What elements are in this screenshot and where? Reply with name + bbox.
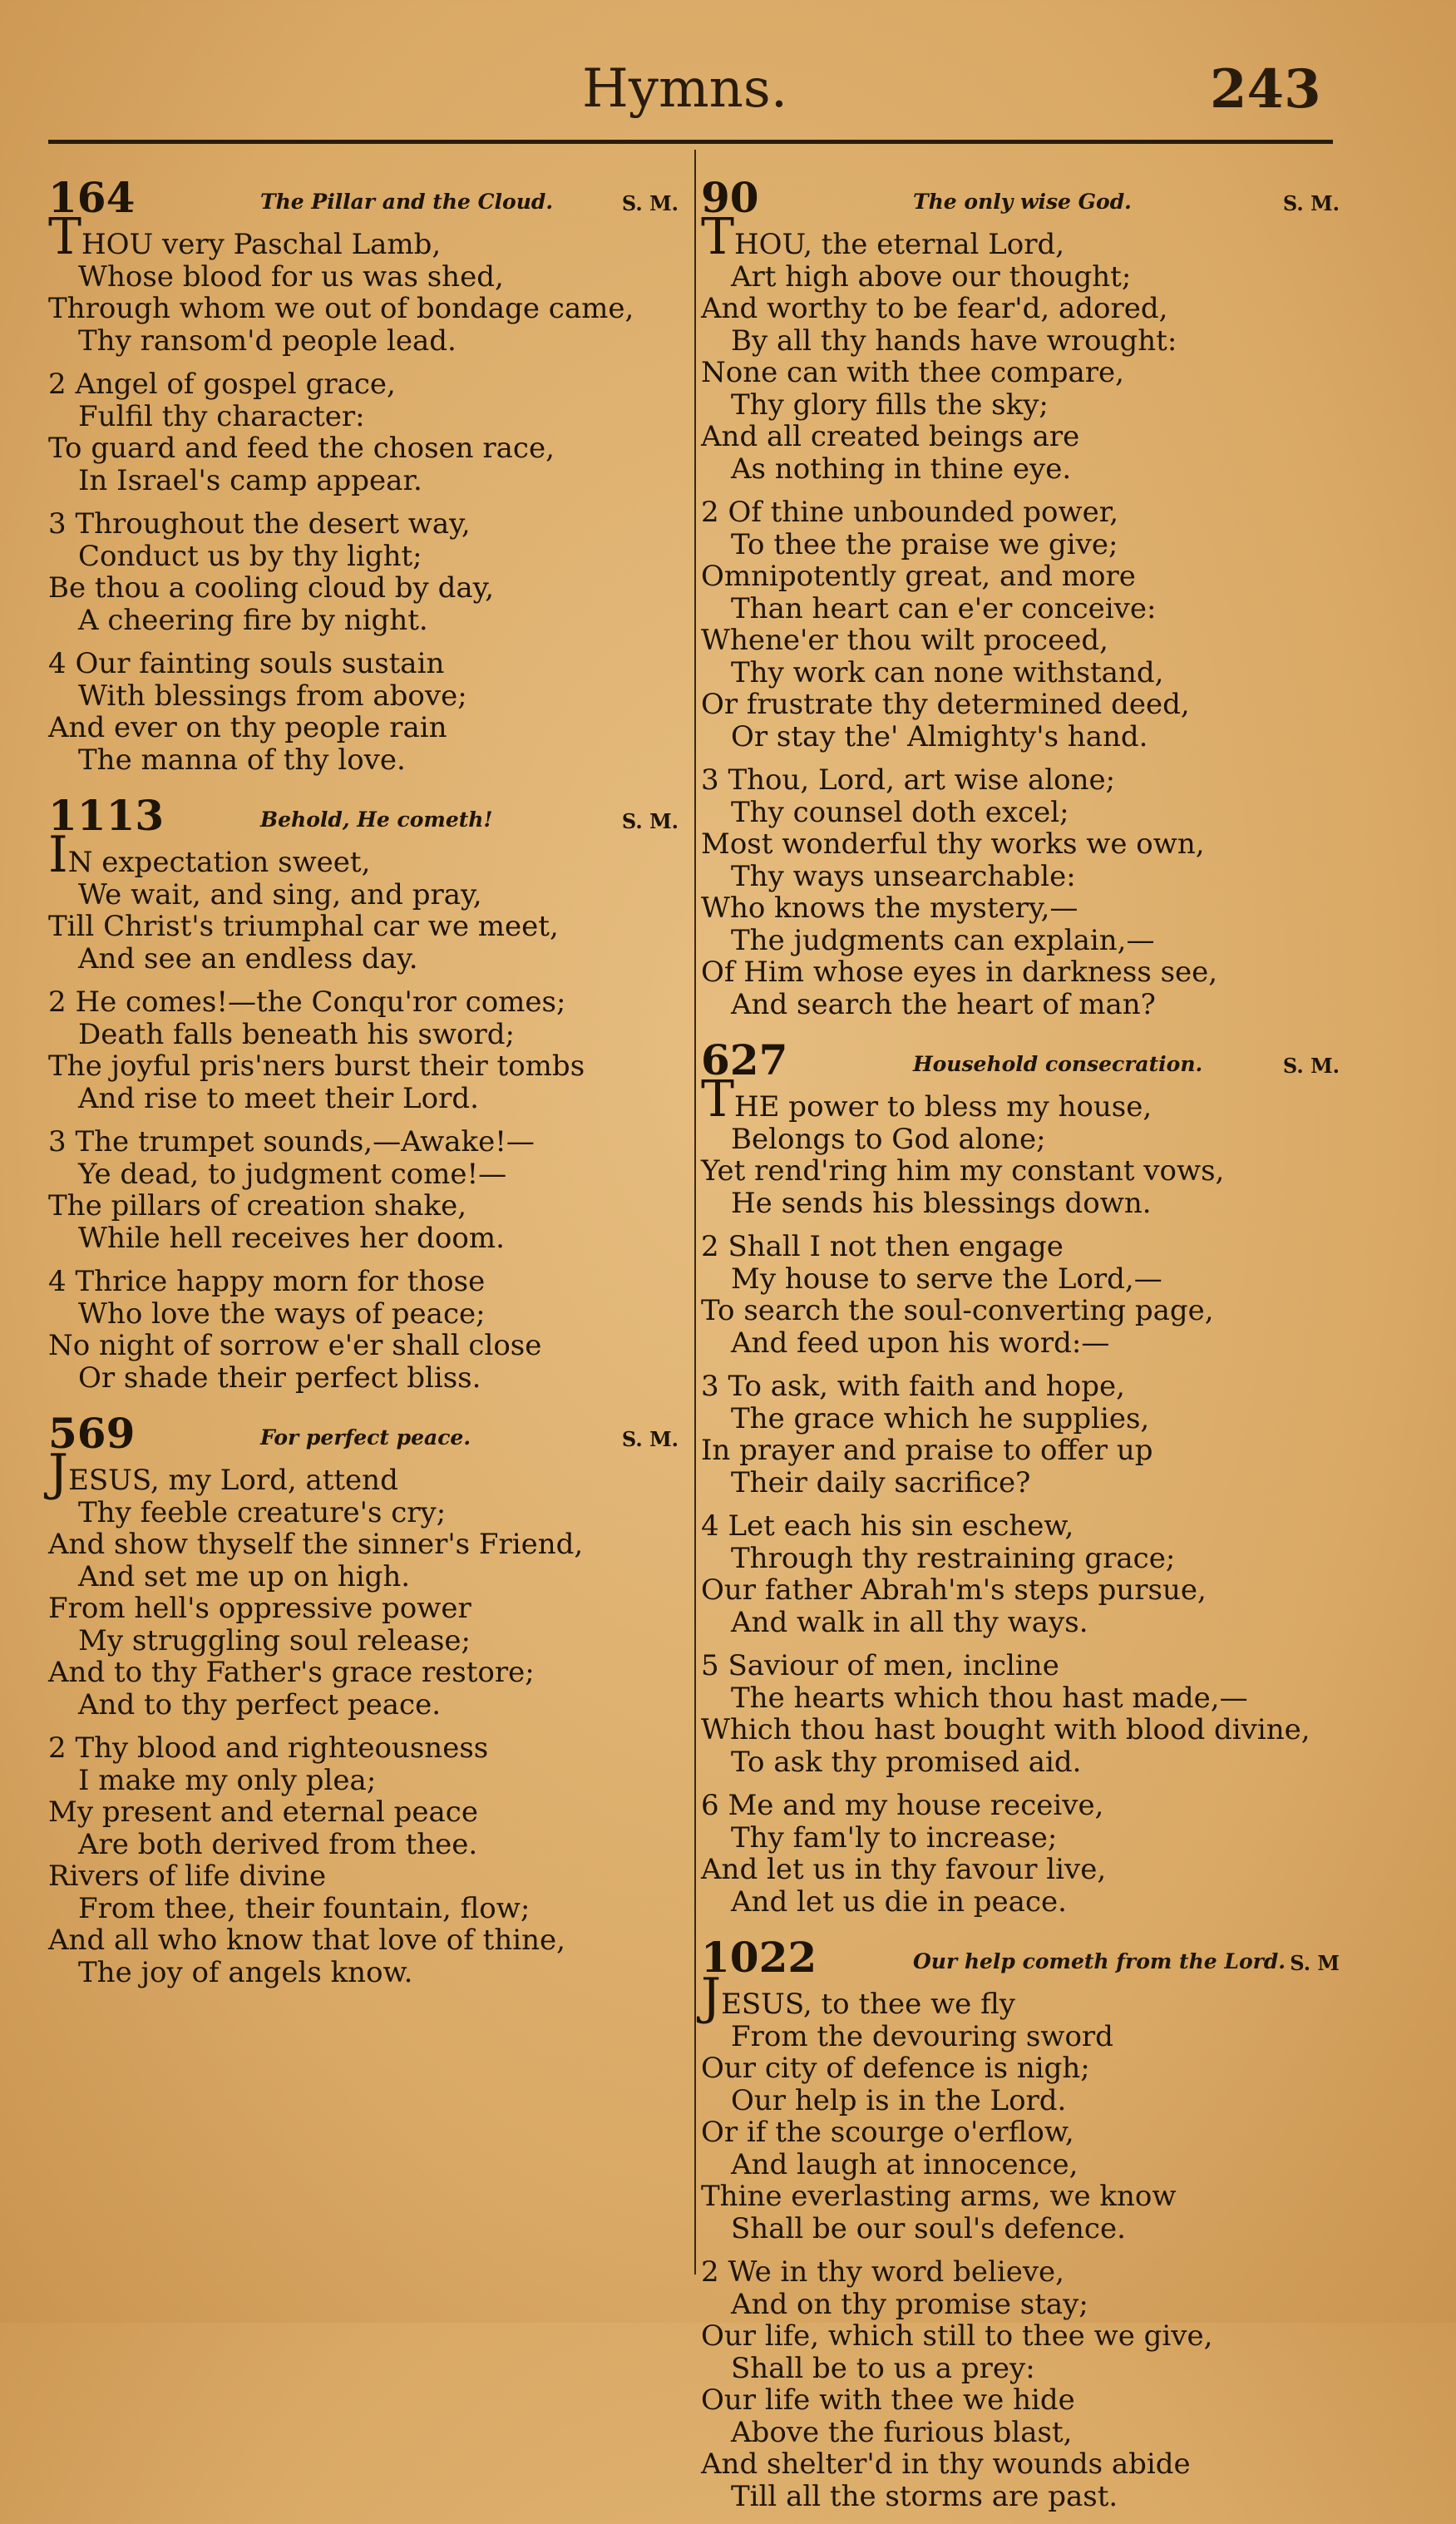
verse-line: Above the furious blast, [731, 2415, 1073, 2449]
column-divider [694, 150, 696, 2275]
verse-line: Rivers of life divine [48, 1860, 327, 1893]
verse-line: Than heart can e'er conceive: [731, 591, 1157, 625]
hymn-stanza [701, 1790, 1341, 1918]
verse-line: In prayer and praise to offer up [701, 1434, 1153, 1467]
verse-line [701, 208, 1341, 266]
verse-line: While hell receives her doom. [78, 1221, 505, 1255]
verse-line: My house to serve the Lord,— [731, 1262, 1162, 1296]
hymn-header [701, 1933, 1341, 1981]
verse-line: Omnipotently great, and more [701, 560, 1136, 593]
verse-line: Who knows the mystery,— [701, 892, 1078, 925]
verse-line: The grace which he supplies, [731, 1401, 1150, 1435]
hymn-number: 1022 [701, 1933, 817, 1982]
verse-line [48, 826, 680, 884]
verse-line: Our life, which still to thee we give, [701, 2319, 1213, 2353]
verse-line: 2 Shall I not then engage [701, 1230, 1064, 1263]
verse-line: And rise to meet their Lord. [78, 1081, 479, 1115]
hymn-title: For perfect peace. [260, 1425, 471, 1450]
hymn-block [48, 1409, 680, 1988]
verse-line: Their daily sacrifice? [731, 1465, 1031, 1499]
hymn-stanza [48, 986, 680, 1114]
verse-line: Thy counsel doth excel; [731, 795, 1069, 829]
hymn-number: 569 [48, 1409, 136, 1458]
verse-line: Our city of defence is nigh; [701, 2052, 1090, 2085]
verse-line: Shall be our soul's defence. [731, 2211, 1126, 2245]
verse-line: None can with thee compare, [701, 356, 1124, 389]
verse-line: And let us die in peace. [731, 1884, 1067, 1919]
page-title: Hymns. [582, 58, 788, 120]
hymn-meter: S. M [1290, 1951, 1340, 1975]
verse-line: 4 Let each his sin eschew, [701, 1509, 1074, 1543]
verse-line: In Israel's camp appear. [78, 463, 422, 497]
hymn-title: The only wise God. [913, 190, 1132, 214]
verse-line [48, 208, 680, 266]
verse-line: Thy feeble creature's cry; [78, 1495, 447, 1529]
hymn-stanza [701, 1650, 1341, 1778]
verse-line: Our life with thee we hide [701, 2383, 1075, 2417]
hymn-meter: S. M. [621, 1427, 679, 1451]
hymn-stanza [701, 1510, 1341, 1638]
verse-line: And let us in thy favour live, [701, 1853, 1107, 1886]
verse-line: Shall be to us a prey: [731, 2351, 1035, 2385]
verse-line: Fulfil thy character: [78, 399, 365, 433]
verse-line: Conduct us by thy light; [78, 539, 422, 573]
verse-line: Our help is in the Lord. [731, 2083, 1067, 2117]
verse-text: ESUS, to thee we fly [721, 1988, 1015, 2021]
verse-line: 2 We in thy word believe, [701, 2255, 1064, 2289]
hymn-stanza [48, 1126, 680, 1254]
verse-line: To ask thy promised aid. [731, 1745, 1082, 1779]
verse-line: Yet rend'ring him my constant vows, [701, 1154, 1225, 1188]
verse-line: My struggling soul release; [78, 1623, 471, 1657]
verse-line: Through thy restraining grace; [731, 1541, 1176, 1575]
verse-line: 2 He comes!—the Conqu'ror comes; [48, 985, 566, 1019]
hymn-stanza [48, 508, 680, 636]
hymn-stanza [48, 1266, 680, 1394]
hymn-stanza [701, 1371, 1341, 1499]
verse-line: The joy of angels know. [78, 1955, 413, 1989]
verse-line: Thine everlasting arms, we know [701, 2180, 1177, 2213]
hymn-header [48, 1409, 680, 1457]
verse-text: HOU very Paschal Lamb, [81, 228, 442, 261]
verse-line: To thee the praise we give; [731, 527, 1118, 561]
hymn-header [48, 173, 680, 221]
hymn-stanza [48, 1732, 680, 1988]
hymn-meter: S. M. [621, 809, 679, 833]
drop-cap: J [48, 1444, 69, 1502]
verse-line: 4 Thrice happy morn for those [48, 1265, 486, 1298]
hymn-header [701, 173, 1341, 221]
verse-text: N expectation sweet, [67, 846, 371, 879]
verse-line: 4 Our fainting souls sustain [48, 647, 445, 680]
verse-line: And see an endless day. [78, 941, 418, 976]
verse-line: 2 Thy blood and righteousness [48, 1731, 489, 1765]
verse-line: Death falls beneath his sword; [78, 1017, 515, 1051]
verse-text: HOU, the eternal Lord, [734, 228, 1065, 261]
verse-line: Or frustrate thy determined deed, [701, 688, 1190, 721]
drop-cap: T [701, 208, 735, 266]
drop-cap: I [48, 826, 68, 884]
hymn-stanza [48, 368, 680, 496]
verse-line: And on thy promise stay; [731, 2287, 1088, 2321]
verse-line: And ever on thy people rain [48, 711, 447, 744]
verse-line: And worthy to be fear'd, adored, [701, 292, 1168, 325]
verse-line: 3 Thou, Lord, art wise alone; [701, 763, 1116, 797]
left-column [48, 158, 680, 2000]
verse-line: And all who know that love of thine, [48, 1924, 565, 1957]
verse-line: Ye dead, to judgment come!— [78, 1157, 507, 1191]
hymn-title: Behold, He cometh! [260, 808, 493, 832]
verse-line: From thee, their fountain, flow; [78, 1891, 531, 1925]
verse-line: Thy glory fills the sky; [731, 388, 1049, 422]
hymn-header [701, 1035, 1341, 1084]
hymn-stanza [701, 208, 1341, 486]
verse-line: And feed upon his word:— [731, 1326, 1110, 1360]
verse-line: I make my only plea; [78, 1763, 377, 1797]
verse-line: To guard and feed the chosen race, [48, 432, 555, 465]
verse-line: From hell's oppressive power [48, 1592, 471, 1625]
verse-line: Whene'er thou wilt proceed, [701, 624, 1108, 657]
verse-line: The hearts which thou hast made,— [731, 1681, 1248, 1715]
verse-line: Belongs to God alone; [731, 1122, 1046, 1156]
hymn-number: 1113 [48, 791, 165, 840]
verse-line: Thy fam'ly to increase; [731, 1820, 1058, 1855]
hymn-stanza [701, 1968, 1341, 2245]
hymn-block [701, 173, 1341, 1020]
verse-text: ESUS, my Lord, attend [68, 1464, 398, 1497]
hymn-title: The Pillar and the Cloud. [260, 190, 554, 214]
hymn-number: 164 [48, 173, 136, 222]
verse-line: We wait, and sing, and pray, [78, 877, 482, 911]
verse-line [48, 1444, 680, 1502]
drop-cap: T [48, 208, 82, 266]
page-number: 243 [1210, 58, 1321, 121]
verse-line [701, 1070, 1341, 1129]
verse-line: No night of sorrow e'er shall close [48, 1329, 542, 1362]
hymn-stanza [701, 1070, 1341, 1220]
verse-line: To search the soul-converting page, [701, 1294, 1214, 1327]
verse-line: And walk in all thy ways. [731, 1605, 1088, 1639]
verse-line: And to thy perfect peace. [78, 1687, 442, 1721]
verse-line: 6 Me and my house receive, [701, 1789, 1104, 1822]
verse-line: And shelter'd in thy wounds abide [701, 2447, 1191, 2481]
verse-line: Which thou hast bought with blood divine, [701, 1713, 1310, 1746]
verse-line: Or if the scourge o'erflow, [701, 2116, 1074, 2149]
hymn-block [48, 173, 680, 776]
verse-line: By all thy hands have wrought: [731, 324, 1177, 358]
verse-line: And all created beings are [701, 420, 1080, 453]
verse-line: Or stay the' Almighty's hand. [731, 719, 1148, 753]
hymn-title: Our help cometh from the Lord. [913, 1949, 1286, 1973]
hymn-stanza [701, 1231, 1341, 1359]
verse-line: Our father Abrah'm's steps pursue, [701, 1573, 1207, 1607]
drop-cap: T [701, 1070, 735, 1129]
hymn-stanza [701, 496, 1341, 753]
verse-line: Thy ways unsearchable: [731, 859, 1076, 893]
hymn-number: 627 [701, 1035, 788, 1084]
verse-line: The joyful pris'ners burst their tombs [48, 1050, 585, 1083]
hymn-title: Household consecration. [913, 1052, 1203, 1076]
hymn-stanza [48, 648, 680, 776]
hymn-meter: S. M. [1282, 1054, 1340, 1078]
hymn-stanza [48, 826, 680, 976]
verse-line: And show thyself the sinner's Friend, [48, 1528, 584, 1561]
verse-line: 3 The trumpet sounds,—Awake!— [48, 1125, 535, 1158]
verse-line: And to thy Father's grace restore; [48, 1656, 535, 1689]
hymn-block [701, 1933, 1341, 2512]
verse-line: The judgments can explain,— [731, 923, 1155, 957]
verse-line: Whose blood for us was shed, [78, 259, 504, 294]
hymn-block [701, 1035, 1341, 1918]
hymn-number: 90 [701, 173, 759, 222]
hymn-meter: S. M. [621, 191, 679, 215]
verse-line: 3 To ask, with faith and hope, [701, 1370, 1125, 1403]
verse-line: And laugh at innocence, [731, 2147, 1078, 2181]
verse-line: As nothing in thine eye. [731, 452, 1072, 486]
verse-line: Of Him whose eyes in darkness see, [701, 956, 1218, 989]
hymn-header [48, 791, 680, 839]
verse-line: The pillars of creation shake, [48, 1189, 467, 1222]
verse-line: Till all the storms are past. [731, 2479, 1118, 2513]
header-rule [48, 140, 1333, 144]
hymn-stanza [48, 1444, 680, 1721]
verse-line: And search the heart of man? [731, 987, 1156, 1021]
hymn-stanza [48, 208, 680, 358]
verse-line: Thy work can none withstand, [731, 655, 1164, 689]
hymn-meter: S. M. [1282, 191, 1340, 215]
verse-line: He sends his blessings down. [731, 1186, 1152, 1220]
verse-line: From the devouring sword [731, 2019, 1113, 2053]
hymn-stanza [701, 2256, 1341, 2512]
verse-line: Art high above our thought; [731, 259, 1132, 294]
verse-line: My present and eternal peace [48, 1795, 478, 1829]
verse-line: 2 Angel of gospel grace, [48, 368, 396, 401]
hymn-stanza [701, 764, 1341, 1020]
verse-line: Till Christ's triumphal car we meet, [48, 910, 559, 943]
drop-cap: J [701, 1968, 722, 2026]
verse-line: A cheering fire by night. [78, 603, 428, 637]
verse-line: Through whom we out of bondage came, [48, 292, 634, 325]
verse-line: With blessings from above; [78, 679, 467, 713]
verse-line: 5 Saviour of men, incline [701, 1649, 1059, 1682]
verse-line: 3 Throughout the desert way, [48, 507, 471, 541]
verse-line: Thy ransom'd people lead. [78, 324, 457, 358]
verse-line: Who love the ways of peace; [78, 1297, 486, 1331]
verse-text: HE power to bless my house, [734, 1090, 1152, 1124]
page-header [0, 58, 1456, 125]
verse-line: 2 Of thine unbounded power, [701, 496, 1119, 529]
verse-line: And set me up on high. [78, 1559, 411, 1593]
verse-line: The manna of thy love. [78, 743, 406, 777]
right-column [701, 158, 1341, 2524]
verse-line: Are both derived from thee. [78, 1827, 478, 1861]
hymn-block [48, 791, 680, 1394]
verse-line: Or shade their perfect bliss. [78, 1361, 481, 1395]
verse-line [701, 1968, 1341, 2026]
verse-line: Most wonderful thy works we own, [701, 827, 1205, 861]
verse-line: Be thou a cooling cloud by day, [48, 571, 495, 605]
